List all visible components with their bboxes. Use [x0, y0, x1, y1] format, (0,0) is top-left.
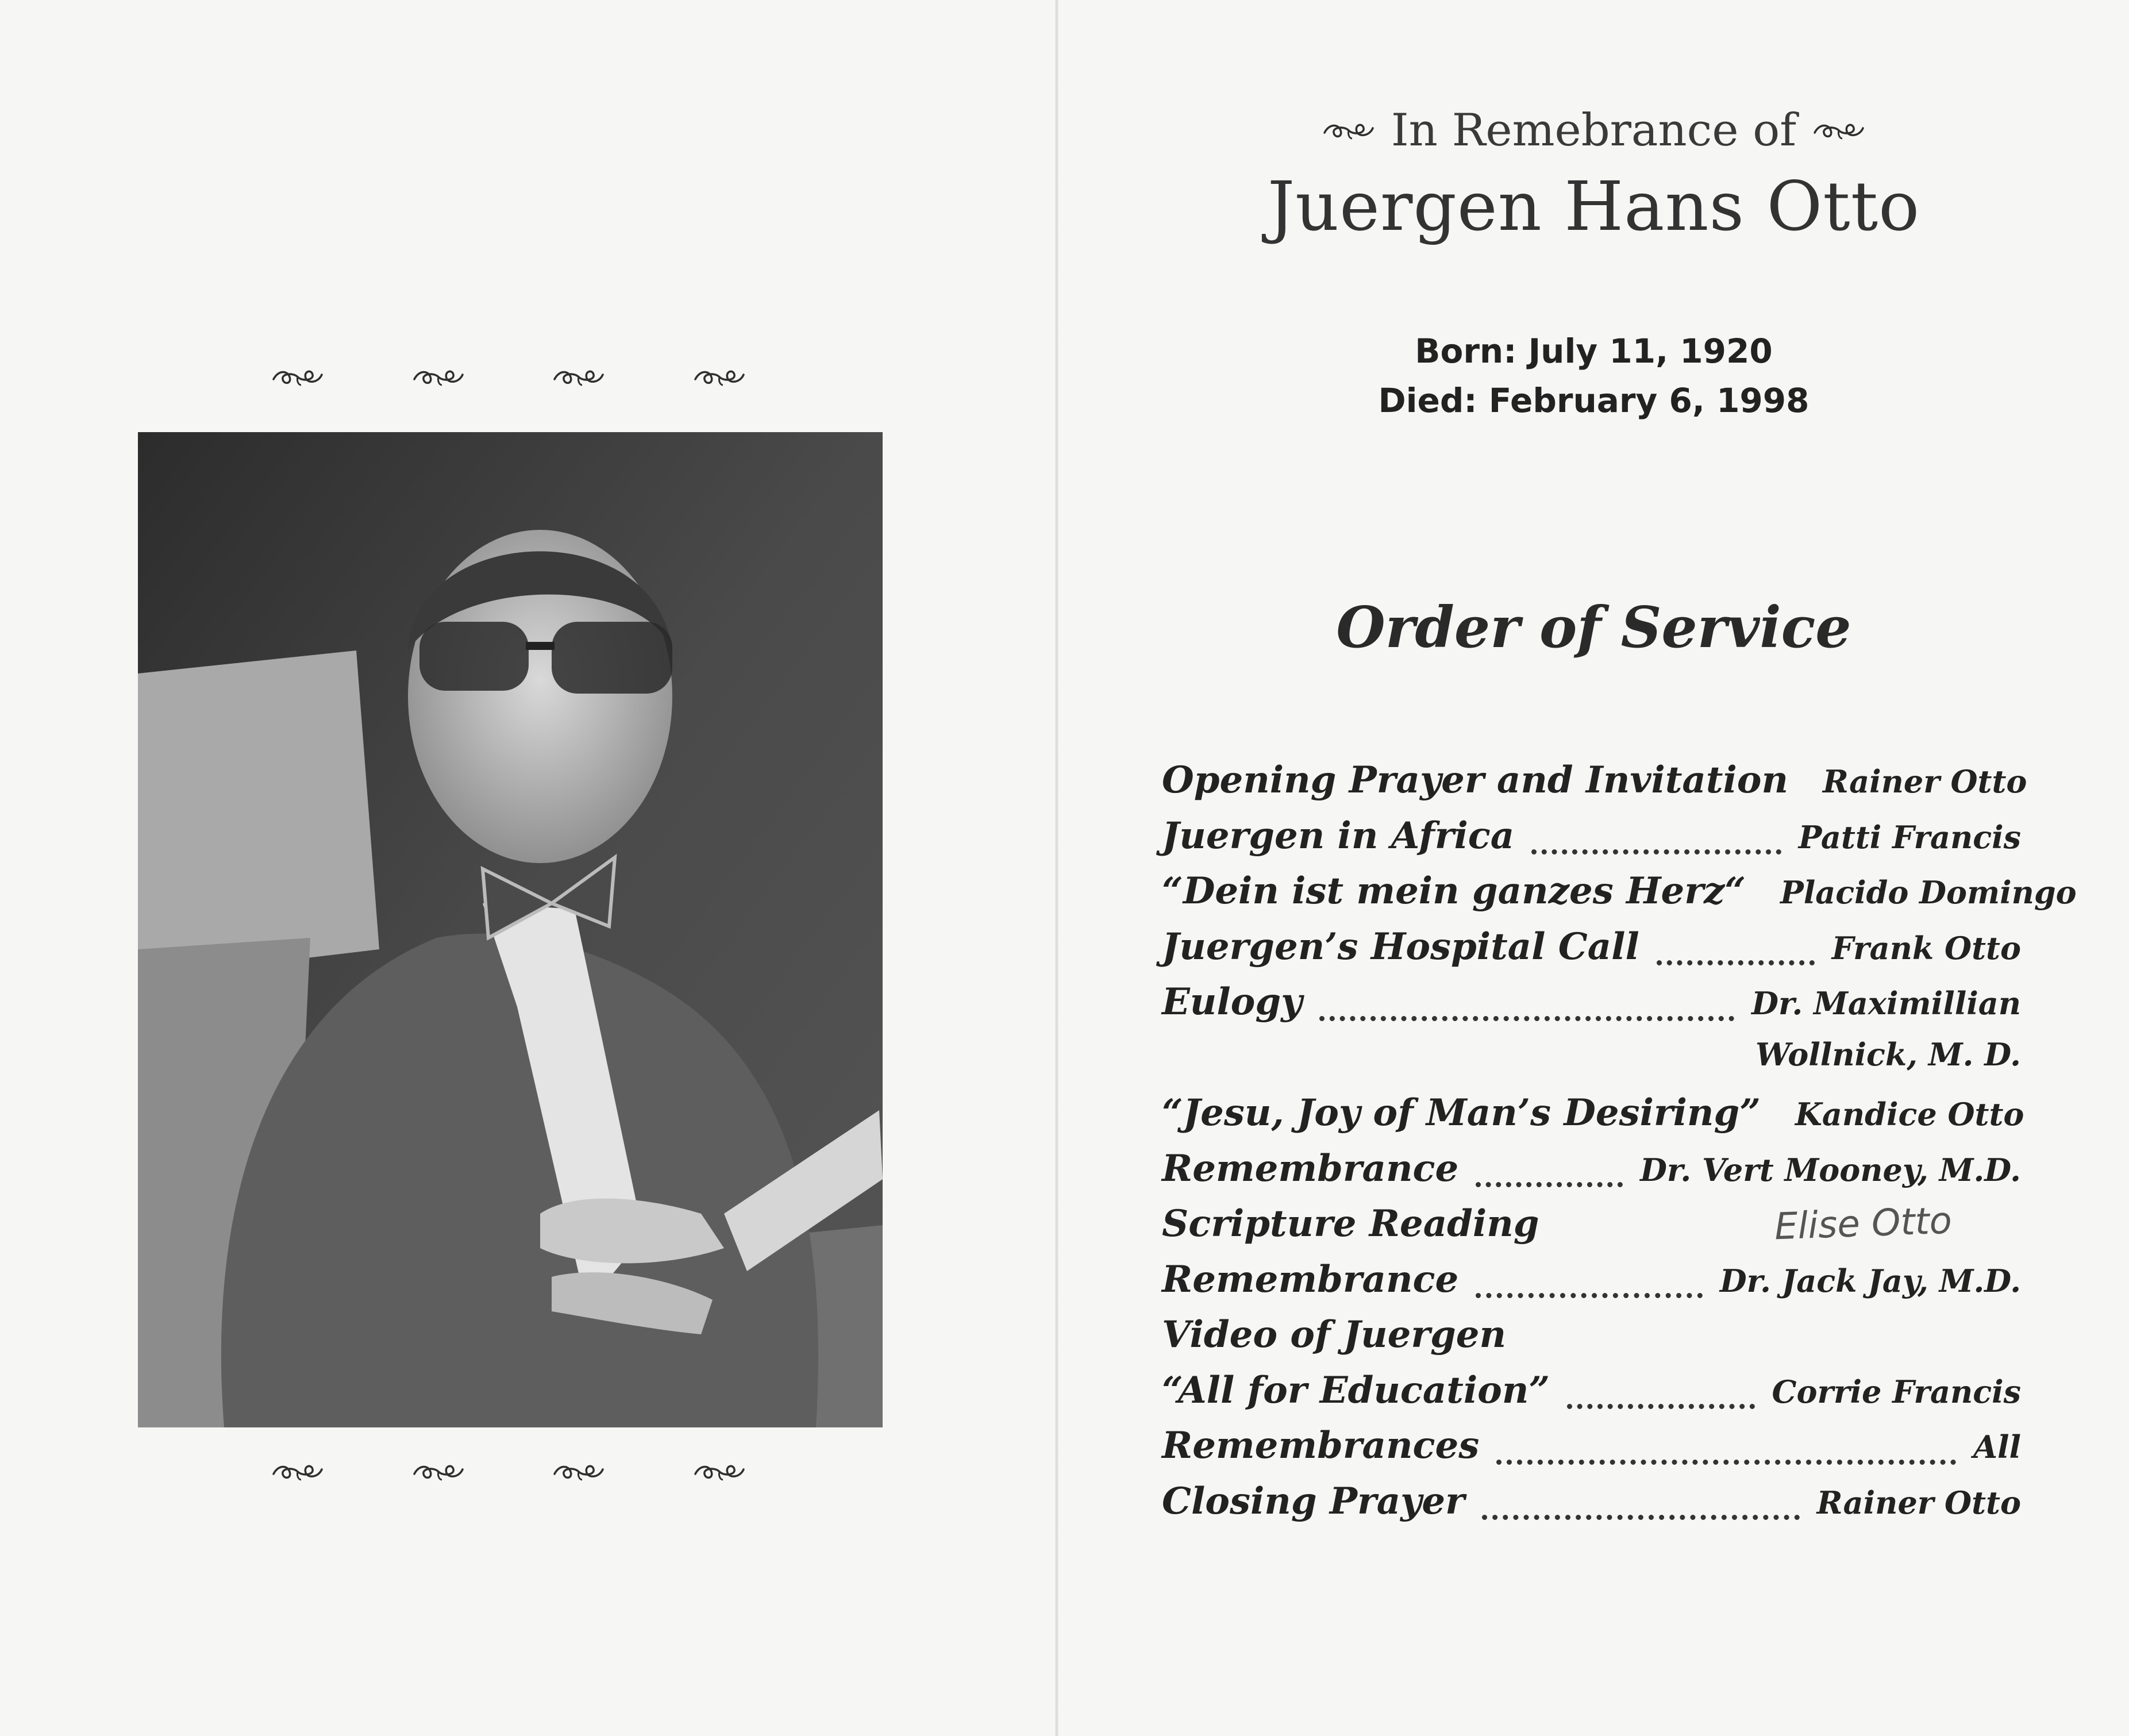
list-item [1162, 759, 2027, 814]
list-item [1162, 925, 2021, 981]
service-participant: Rainer Otto [1822, 763, 2027, 800]
flourish-ornament-icon [551, 362, 606, 392]
dot-leader [1476, 1182, 1623, 1187]
list-item-continuation [1162, 1036, 2021, 1092]
flourish-ornament-icon [411, 362, 466, 392]
service-item: Eulogy [1162, 980, 1303, 1023]
list-item [1162, 814, 2021, 870]
flourish-ornament-icon [692, 1457, 747, 1487]
service-item: “Jesu, Joy of Man’s Desiring” [1162, 1091, 1761, 1134]
service-item: Scripture Reading [1162, 1202, 1539, 1245]
list-item [1162, 869, 2077, 925]
top-ornament-row [270, 362, 747, 392]
service-item: Video of Juergen [1162, 1313, 1507, 1356]
service-participant: Dr. Maximillian [1751, 985, 2021, 1022]
dot-leader [1496, 1460, 1956, 1465]
flourish-ornament-icon [1811, 119, 1866, 142]
dot-leader [1567, 1404, 1754, 1409]
dot-leader [1531, 849, 1781, 854]
flourish-ornament-icon [270, 362, 325, 392]
service-participant: Corrie Francis [1772, 1373, 2021, 1410]
list-item [1162, 1199, 2021, 1258]
flourish-ornament-icon [692, 362, 747, 392]
deceased-name: Juergen Hans Otto [1267, 167, 1920, 246]
remembrance-title-line [1058, 105, 2129, 156]
service-participant: Placido Domingo [1780, 874, 2077, 911]
service-item: Closing Prayer [1162, 1479, 1465, 1523]
list-item [1162, 980, 2021, 1036]
bottom-ornament-row [270, 1457, 747, 1487]
service-item: Juergen in Africa [1162, 814, 1515, 857]
service-participant: Patti Francis [1798, 818, 2021, 856]
service-item: Remembrance [1162, 1146, 1459, 1190]
service-item: Remembrances [1162, 1424, 1480, 1467]
service-participant: Kandice Otto [1795, 1096, 2024, 1133]
list-item [1162, 1369, 2021, 1425]
list-item [1162, 1313, 2021, 1369]
dot-leader [1657, 960, 1815, 965]
dot-leader [1476, 1293, 1703, 1298]
service-item: “Dein ist mein ganzes Herz“ [1162, 869, 1746, 913]
service-participant: Dr. Jack Jay, M.D. [1719, 1262, 2021, 1299]
right-page [1058, 0, 2129, 1736]
list-item [1162, 1258, 2021, 1314]
service-participant: Wollnick, M. D. [1755, 1036, 2021, 1073]
left-page [0, 0, 1055, 1736]
service-item: Remembrance [1162, 1257, 1459, 1301]
list-item [1162, 1424, 2021, 1480]
list-item [1162, 1091, 2024, 1147]
remembrance-title: In Remebrance of [1391, 105, 1797, 156]
dot-leader [1482, 1515, 1800, 1520]
service-participant: All [1973, 1429, 2021, 1465]
born-date: Born: July 11, 1920 [1415, 332, 1773, 371]
flourish-ornament-icon [270, 1457, 325, 1487]
life-dates [1058, 326, 2129, 425]
service-item: Juergen’s Hospital Call [1162, 925, 1639, 968]
service-participant: Rainer Otto [1816, 1484, 2021, 1521]
order-of-service-list [1162, 759, 2077, 1535]
service-item: “All for Education” [1162, 1368, 1550, 1412]
service-participant: Frank Otto [1831, 929, 2021, 967]
service-item: Opening Prayer and Invitation [1162, 759, 1788, 802]
handwritten-participant: Elise Otto [1774, 1199, 1953, 1249]
list-item [1162, 1480, 2021, 1535]
flourish-ornament-icon [551, 1457, 606, 1487]
list-item [1162, 1147, 2021, 1203]
service-participant: Dr. Vert Mooney, M.D. [1640, 1151, 2021, 1188]
dot-leader [1319, 1016, 1734, 1021]
order-of-service-heading: Order of Service [1336, 595, 1851, 661]
flourish-ornament-icon [1321, 119, 1376, 142]
flourish-ornament-icon [411, 1457, 466, 1487]
portrait-photo [138, 432, 883, 1427]
died-date: Died: February 6, 1998 [1378, 381, 1810, 420]
